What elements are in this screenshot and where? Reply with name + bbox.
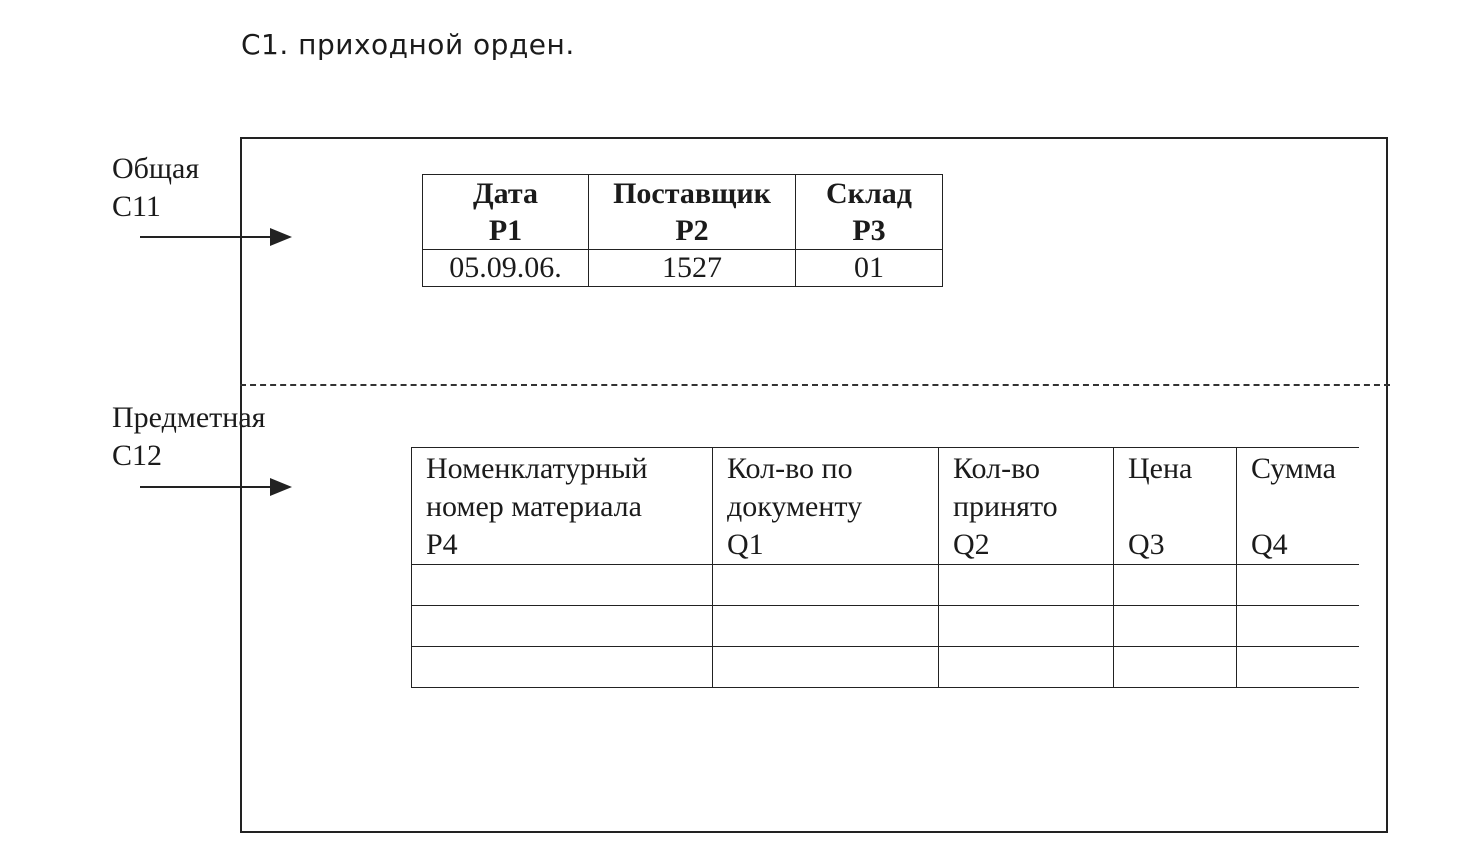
header-table bbox=[422, 174, 943, 287]
table-row bbox=[412, 565, 1360, 606]
table-cell bbox=[713, 565, 939, 606]
items-header-qty-doc: Кол-во по документу Q1 bbox=[713, 448, 939, 565]
items-table bbox=[411, 447, 1359, 688]
header-table-head-row bbox=[423, 175, 943, 250]
table-cell bbox=[412, 606, 713, 647]
section-divider bbox=[240, 384, 1390, 386]
table-cell bbox=[1237, 565, 1360, 606]
general-label-code: С11 bbox=[112, 190, 161, 223]
table-cell bbox=[412, 565, 713, 606]
table-cell bbox=[713, 647, 939, 688]
table-cell bbox=[412, 647, 713, 688]
table-row bbox=[412, 647, 1360, 688]
table-cell bbox=[1237, 606, 1360, 647]
table-cell bbox=[713, 606, 939, 647]
header-cell-supplier: Поставщик Р2 bbox=[589, 175, 796, 250]
table-cell bbox=[1237, 647, 1360, 688]
table-cell bbox=[939, 565, 1114, 606]
subject-label-code: С12 bbox=[112, 439, 163, 472]
header-table-value-row bbox=[423, 250, 943, 287]
items-header-sum: Сумма Q4 bbox=[1237, 448, 1360, 565]
header-cell-date: Дата Р1 bbox=[423, 175, 589, 250]
items-header-price: Цена Q3 bbox=[1114, 448, 1237, 565]
value-date: 05.09.06. bbox=[423, 250, 589, 287]
items-header-qty-accepted: Кол-во принято Q2 bbox=[939, 448, 1114, 565]
value-warehouse: 01 bbox=[796, 250, 943, 287]
table-row bbox=[412, 606, 1360, 647]
page-title: С1. приходной орден. bbox=[241, 28, 575, 61]
table-cell bbox=[1114, 565, 1237, 606]
header-cell-warehouse: Склад Р3 bbox=[796, 175, 943, 250]
table-cell bbox=[939, 606, 1114, 647]
items-table-head-row bbox=[412, 448, 1360, 565]
subject-label-name: Предметная bbox=[112, 401, 266, 434]
table-cell bbox=[1114, 647, 1237, 688]
items-header-nomenclature: Номенклатурный номер материала Р4 bbox=[412, 448, 713, 565]
value-supplier: 1527 bbox=[589, 250, 796, 287]
general-label-name: Общая bbox=[112, 152, 200, 185]
table-cell bbox=[1114, 606, 1237, 647]
table-cell bbox=[939, 647, 1114, 688]
